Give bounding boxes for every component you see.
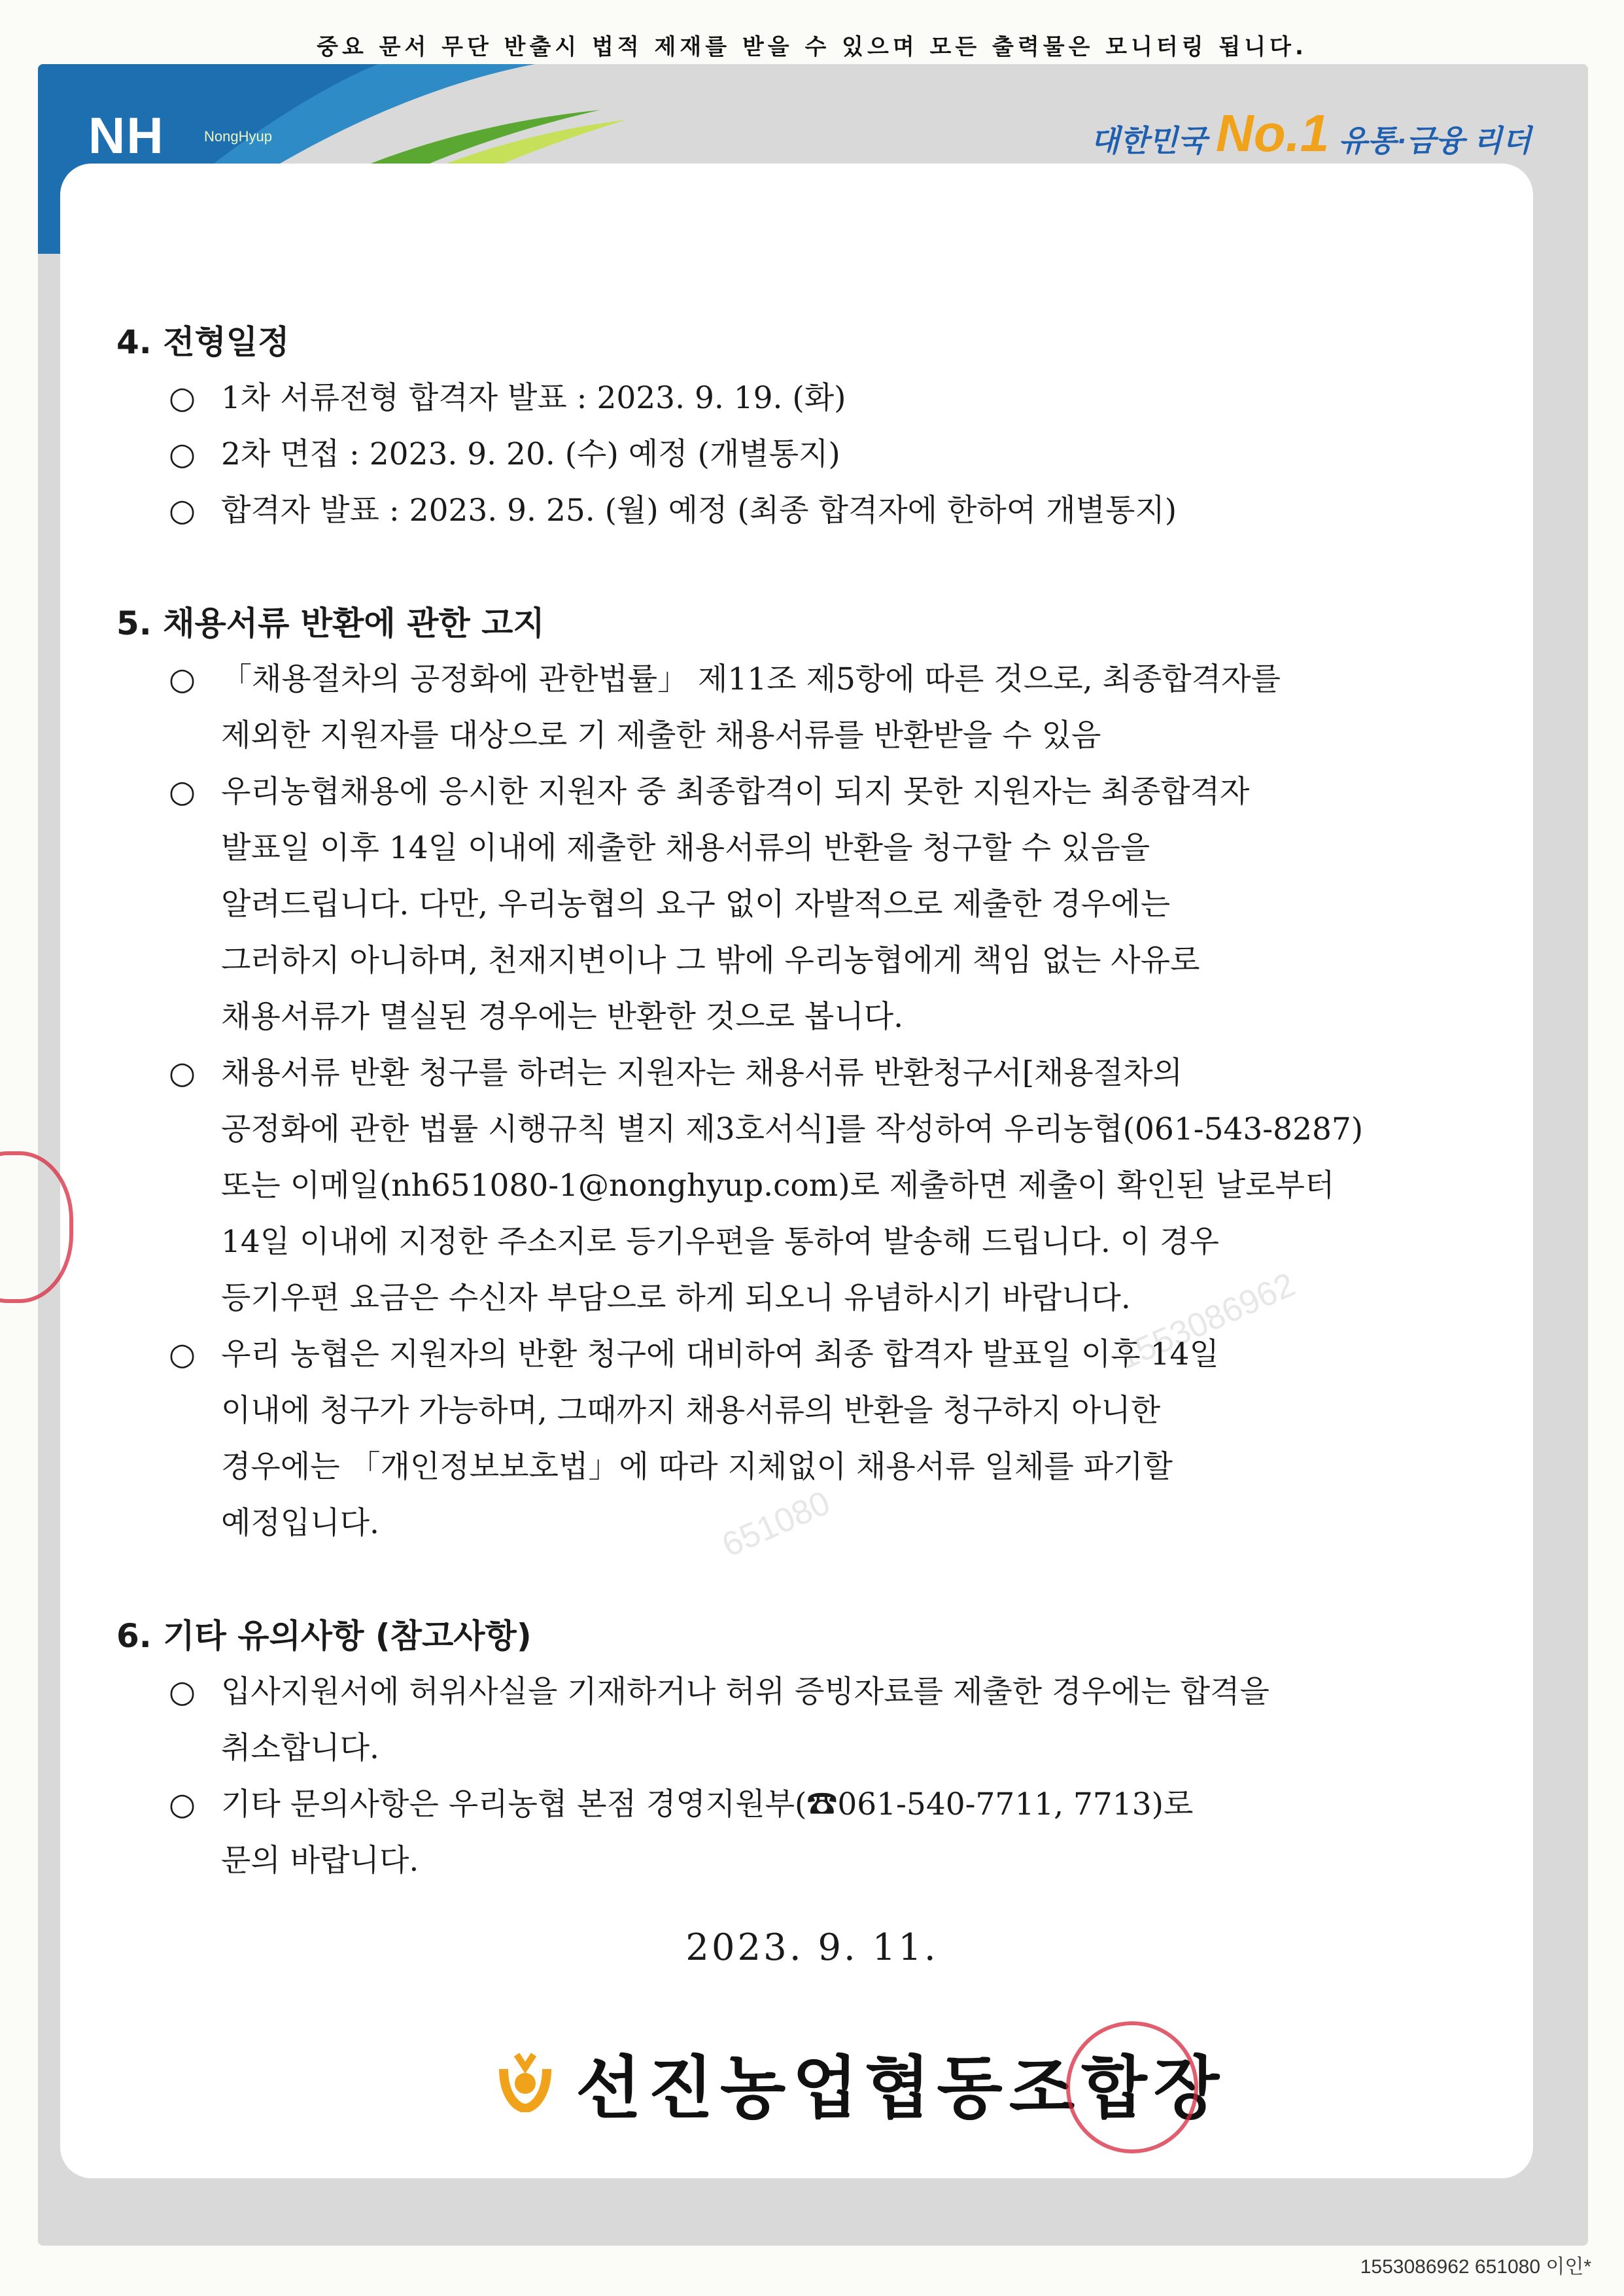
nonghyup-emblem-icon — [497, 2049, 553, 2115]
top-notice: 중요 문서 무단 반출시 법적 제재를 받을 수 있으며 모든 출력물은 모니터링 됩니다. — [317, 34, 1307, 60]
list-item: 이내에 청구가 가능하며, 그때까지 채용서류의 반환을 청구하지 아니한 — [221, 1393, 1161, 1429]
list-item: ○ 입사지원서에 허위사실을 기재하거나 허위 증빙자료를 제출한 경우에는 합격을 — [169, 1674, 1270, 1710]
section-title: 5. 채용서류 반환에 관한 고지 — [116, 604, 545, 642]
list-item: 14일 이내에 지정한 주소지로 등기우편을 통하여 발송해 드립니다. 이 경우 — [221, 1224, 1219, 1260]
list-item: 공정화에 관한 법률 시행규칙 별지 제3호서식]를 작성하여 우리농협(061-543-8287) — [221, 1111, 1364, 1147]
list-item: 취소합니다. — [221, 1730, 379, 1766]
official-seal — [1066, 2021, 1198, 2153]
section-document-return — [116, 595, 1496, 1552]
list-item: 등기우편 요금은 수신자 부담으로 하게 되오니 유념하시기 바랍니다. — [221, 1280, 1131, 1316]
list-item: 제외한 지원자를 대상으로 기 제출한 채용서류를 반환받을 수 있음 — [221, 718, 1101, 754]
list-item: 채용서류가 멸실된 경우에는 반환한 것으로 봅니다. — [221, 999, 904, 1035]
list-item: ○ 채용서류 반환 청구를 하려는 지원자는 채용서류 반환청구서[채용절차의 — [169, 1055, 1183, 1091]
list-item: ○ 우리농협채용에 응시한 지원자 중 최종합격이 되지 못한 지원자는 최종합격자 — [169, 774, 1250, 810]
watermark: 1553086962 — [1112, 1265, 1301, 1378]
list-item: 또는 이메일(nh651080-1@nonghyup.com)로 제출하면 제출이 확인된 날로부터 — [221, 1168, 1335, 1204]
list-item: 문의 바랍니다. — [221, 1843, 419, 1879]
section-title: 4. 전형일정 — [116, 323, 290, 361]
slogan-no1: No.1 — [1215, 104, 1330, 162]
list-item: ○ 1차 서류전형 합격자 발표 : 2023. 9. 19. (화) — [169, 380, 846, 416]
list-item: 알려드립니다. 다만, 우리농협의 요구 없이 자발적으로 제출한 경우에는 — [221, 886, 1171, 922]
list-item: 그러하지 아니하며, 천재지변이나 그 밖에 우리농협에게 책임 없는 사유로 — [221, 943, 1200, 979]
slogan — [1090, 103, 1531, 164]
list-item: ○ 기타 문의사항은 우리농협 본점 경영지원부(☎061-540-7711, 7713)로 — [169, 1786, 1194, 1822]
watermark: 651080 — [716, 1484, 836, 1565]
document-date: 2023. 9. 11. — [685, 1926, 939, 1969]
list-item: ○ 우리 농협은 지원자의 반환 청구에 대비하여 최종 합격자 발표일 이후 14일 — [169, 1336, 1219, 1372]
section-title: 6. 기타 유의사항 (참고사항) — [116, 1617, 532, 1655]
list-item: ○ 합격자 발표 : 2023. 9. 25. (월) 예정 (최종 합격자에 한하여 개별통지) — [169, 493, 1177, 529]
list-item: ○ 2차 면접 : 2023. 9. 20. (수) 예정 (개별통지) — [169, 436, 840, 472]
section-schedule — [116, 314, 1496, 539]
list-item: 예정입니다. — [221, 1505, 379, 1541]
footer-code: 1553086962 651080 이인* — [1360, 2256, 1591, 2278]
slogan-suffix: 유통·금융 리더 — [1338, 124, 1531, 158]
section-other-notes — [116, 1608, 1496, 1889]
document-body — [116, 314, 1496, 1889]
nh-logo-sub: NongHyup — [204, 128, 272, 145]
list-item: 발표일 이후 14일 이내에 제출한 채용서류의 반환을 청구할 수 있음을 — [221, 830, 1150, 866]
list-item: 경우에는 「개인정보보호법」에 따라 지체없이 채용서류 일체를 파기할 — [221, 1449, 1173, 1485]
nh-logo: NH — [88, 107, 165, 164]
slogan-prefix: 대한민국 — [1090, 124, 1207, 158]
signature-text: 선진농업협동조합장 — [576, 2048, 1226, 2128]
list-item: ○ 「채용절차의 공정화에 관한법률」 제11조 제5항에 따른 것으로, 최종합격자를 — [169, 661, 1281, 697]
